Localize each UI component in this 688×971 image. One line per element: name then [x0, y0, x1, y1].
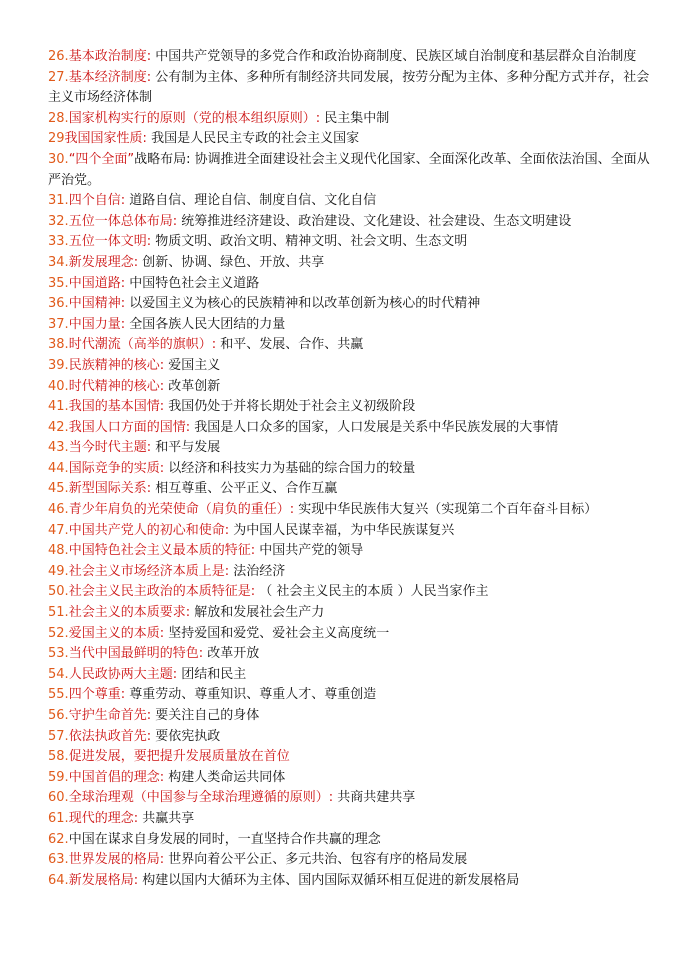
- item-description: 坚持爱国和爱党、爱社会主义高度统一: [164, 625, 390, 641]
- list-item: [48, 294, 662, 315]
- item-description: 道路自信、理论自信、制度自信、文化自信: [125, 193, 377, 209]
- item-term: 社会主义的本质要求:: [68, 605, 191, 621]
- item-description: 要依宪执政: [151, 728, 221, 744]
- item-term: 我国人口方面的国情:: [68, 419, 191, 435]
- item-description: 物质文明、政治文明、精神文明、社会文明、生态文明: [151, 234, 468, 250]
- item-description: 我国仍处于并将长期处于社会主义初级阶段: [164, 399, 416, 415]
- item-number: 32.: [48, 213, 69, 229]
- list-item: [48, 747, 662, 768]
- item-description: 战略布局: 协调推进全面建设社会主义现代化国家、全面深化改革、全面依法治国、全面从严治党。: [48, 151, 650, 188]
- list-item: [48, 582, 662, 603]
- item-number: 30.: [48, 151, 69, 167]
- item-term: 五位一体总体布局:: [68, 213, 178, 229]
- item-number: 41.: [48, 399, 69, 415]
- item-description: 和平、发展、合作、共赢: [216, 337, 364, 353]
- list-item: [48, 459, 662, 480]
- list-item: [48, 356, 662, 377]
- item-description: 我国是人民民主专政的社会主义国家: [146, 131, 360, 147]
- list-item: [48, 479, 662, 500]
- entry-list: [48, 47, 662, 891]
- item-description: 中国共产党的领导: [255, 543, 364, 559]
- list-item: [48, 603, 662, 624]
- list-item: [48, 191, 662, 212]
- item-number: 59.: [48, 769, 69, 785]
- list-item: [48, 397, 662, 418]
- list-item: [48, 274, 662, 295]
- item-number: 46.: [48, 502, 69, 518]
- item-term: 五位一体文明:: [68, 234, 152, 250]
- item-term: 中国道路:: [68, 275, 126, 291]
- item-description: 公有制为主体、多种所有制经济共同发展，按劳分配为主体、多种分配方式并存，社会主义市场经济体制: [48, 69, 650, 106]
- item-description: 构建以国内大循环为主体、国内国际双循环相互促进的新发展格局: [138, 872, 520, 888]
- item-term: 时代潮流（高举的旗帜）:: [68, 337, 217, 353]
- item-number: 62.: [48, 831, 69, 847]
- list-item: [48, 706, 662, 727]
- item-number: 44.: [48, 460, 69, 476]
- list-item: [48, 562, 662, 583]
- item-description: 实现中华民族伟大复兴（实现第二个百年奋斗目标）: [294, 502, 598, 518]
- item-term: 青少年肩负的光荣使命（肩负的重任）:: [68, 502, 295, 518]
- item-description: 统筹推进经济建设、政治建设、文化建设、社会建设、生态文明建设: [177, 213, 572, 229]
- item-term: 四个尊重:: [68, 687, 126, 703]
- item-number: 45.: [48, 481, 69, 497]
- item-description: 为中国人民谋幸福，为中华民族谋复兴: [229, 522, 455, 538]
- item-description: 共商共建共享: [333, 790, 416, 806]
- list-item: [48, 335, 662, 356]
- item-term: 新型国际关系:: [68, 481, 152, 497]
- item-description: 中国在谋求自身发展的同时，一直坚持合作共赢的理念: [68, 831, 381, 847]
- item-description: 以爱国主义为核心的民族精神和以改革创新为核心的时代精神: [125, 296, 481, 312]
- item-term: 当今时代主题:: [68, 440, 152, 456]
- list-item: [48, 377, 662, 398]
- item-term: 当代中国最鲜明的特色:: [68, 646, 204, 662]
- item-number: 61.: [48, 810, 69, 826]
- item-term: 中国首倡的理念:: [68, 769, 165, 785]
- item-description: 世界向着公平公正、多元共治、包容有序的格局发展: [164, 852, 468, 868]
- item-description: 构建人类命运共同体: [164, 769, 286, 785]
- item-number: 26.: [48, 49, 69, 64]
- item-number: 33.: [48, 234, 69, 250]
- item-description: 改革开放: [203, 646, 260, 662]
- item-description: 和平与发展: [151, 440, 221, 456]
- item-description: 我国是人口众多的国家，人口发展是关系中华民族发展的大事情: [190, 419, 559, 435]
- item-number: 63.: [48, 852, 69, 868]
- item-description: 以经济和科技实力为基础的综合国力的较量: [164, 460, 416, 476]
- item-description: 全国各族人民大团结的力量: [125, 316, 286, 332]
- item-number: 57.: [48, 728, 69, 744]
- list-item: [48, 788, 662, 809]
- list-item: [48, 624, 662, 645]
- item-number: 42.: [48, 419, 69, 435]
- item-number: 64.: [48, 872, 69, 888]
- list-item: [48, 809, 662, 830]
- item-term: 中国精神:: [68, 296, 126, 312]
- item-term: 国际竞争的实质:: [68, 460, 165, 476]
- item-number: 31.: [48, 193, 69, 209]
- item-number: 37.: [48, 316, 69, 332]
- item-term: 我国的基本国情:: [68, 399, 165, 415]
- item-description: （ 社会主义民主的本质 ）人民当家作主: [255, 584, 489, 600]
- item-number: 52.: [48, 625, 69, 641]
- item-number: 58.: [48, 749, 69, 765]
- item-description: 中国特色社会主义道路: [125, 275, 260, 291]
- list-item: [48, 212, 662, 233]
- item-number: 29: [48, 131, 65, 147]
- list-item: [48, 109, 662, 130]
- item-term: “四个全面”: [68, 151, 135, 167]
- list-item: [48, 871, 662, 892]
- list-item: [48, 68, 662, 109]
- item-number: 28.: [48, 110, 69, 126]
- item-description: 相互尊重、公平正义、合作互赢: [151, 481, 338, 497]
- item-term: 中国共产党人的初心和使命:: [68, 522, 230, 538]
- item-term: 基本政治制度:: [68, 49, 152, 64]
- list-item: [48, 47, 662, 68]
- item-number: 34.: [48, 254, 69, 270]
- list-item: [48, 438, 662, 459]
- list-item: [48, 150, 662, 191]
- list-item: [48, 521, 662, 542]
- item-term: 四个自信:: [68, 193, 126, 209]
- item-number: 55.: [48, 687, 69, 703]
- item-number: 60.: [48, 790, 69, 806]
- item-number: 40.: [48, 378, 69, 394]
- item-term: 基本经济制度:: [68, 69, 152, 85]
- list-item: [48, 685, 662, 706]
- item-number: 50.: [48, 584, 69, 600]
- item-term: 社会主义市场经济本质上是:: [68, 563, 230, 579]
- list-item: [48, 850, 662, 871]
- item-number: 56.: [48, 708, 69, 723]
- list-item: [48, 644, 662, 665]
- list-item: [48, 830, 662, 851]
- item-description: 民主集中制: [320, 110, 390, 126]
- item-number: 54.: [48, 666, 69, 682]
- item-number: 38.: [48, 337, 69, 353]
- item-term: 国家机构实行的原则（党的根本组织原则）:: [68, 110, 321, 126]
- item-number: 51.: [48, 605, 69, 621]
- list-item: [48, 727, 662, 748]
- item-description: 共赢共享: [138, 810, 195, 826]
- item-number: 39.: [48, 357, 69, 373]
- list-item: [48, 665, 662, 686]
- item-number: 27.: [48, 69, 69, 85]
- item-term: 现代的理念:: [68, 810, 139, 826]
- item-term: 新发展格局:: [68, 872, 139, 888]
- item-description: 爱国主义: [164, 357, 221, 373]
- item-term: 民族精神的核心:: [68, 357, 165, 373]
- item-term: 时代精神的核心:: [68, 378, 165, 394]
- item-description: 解放和发展社会生产力: [190, 605, 325, 621]
- item-term: 全球治理观（中国参与全球治理遵循的原则）:: [68, 790, 334, 806]
- item-description: 改革创新: [164, 378, 221, 394]
- item-number: 43.: [48, 440, 69, 456]
- item-term: 社会主义民主政治的本质特征是:: [68, 584, 256, 600]
- item-description: 法治经济: [229, 563, 286, 579]
- list-item: [48, 129, 662, 150]
- item-term: 新发展理念:: [68, 254, 139, 270]
- list-item: [48, 541, 662, 562]
- item-term: 中国力量:: [68, 316, 126, 332]
- list-item: [48, 500, 662, 521]
- item-description: 团结和民主: [177, 666, 247, 682]
- item-description: 中国共产党领导的多党合作和政治协商制度、民族区域自治制度和基层群众自治制度: [151, 49, 637, 64]
- item-number: 48.: [48, 543, 69, 559]
- item-term: 人民政协两大主题:: [68, 666, 178, 682]
- list-item: [48, 315, 662, 336]
- item-description: 尊重劳动、尊重知识、尊重人才、尊重创造: [125, 687, 377, 703]
- item-term: 中国特色社会主义最本质的特征:: [68, 543, 256, 559]
- item-term: 世界发展的格局:: [68, 852, 165, 868]
- list-item: [48, 253, 662, 274]
- item-term: 依法执政首先:: [68, 728, 152, 744]
- item-description: 创新、协调、绿色、开放、共享: [138, 254, 325, 270]
- item-term: 促进发展，要把提升发展质量放在首位: [68, 749, 290, 765]
- list-item: [48, 768, 662, 789]
- item-number: 49.: [48, 563, 69, 579]
- item-number: 35.: [48, 275, 69, 291]
- item-term: 守护生命首先:: [68, 708, 152, 723]
- list-item: [48, 418, 662, 439]
- item-number: 53.: [48, 646, 69, 662]
- item-number: 36.: [48, 296, 69, 312]
- item-number: 47.: [48, 522, 69, 538]
- item-term: 爱国主义的本质:: [68, 625, 165, 641]
- item-term: 我国国家性质:: [64, 131, 147, 147]
- item-description: 要关注自己的身体: [151, 708, 260, 723]
- list-item: [48, 232, 662, 253]
